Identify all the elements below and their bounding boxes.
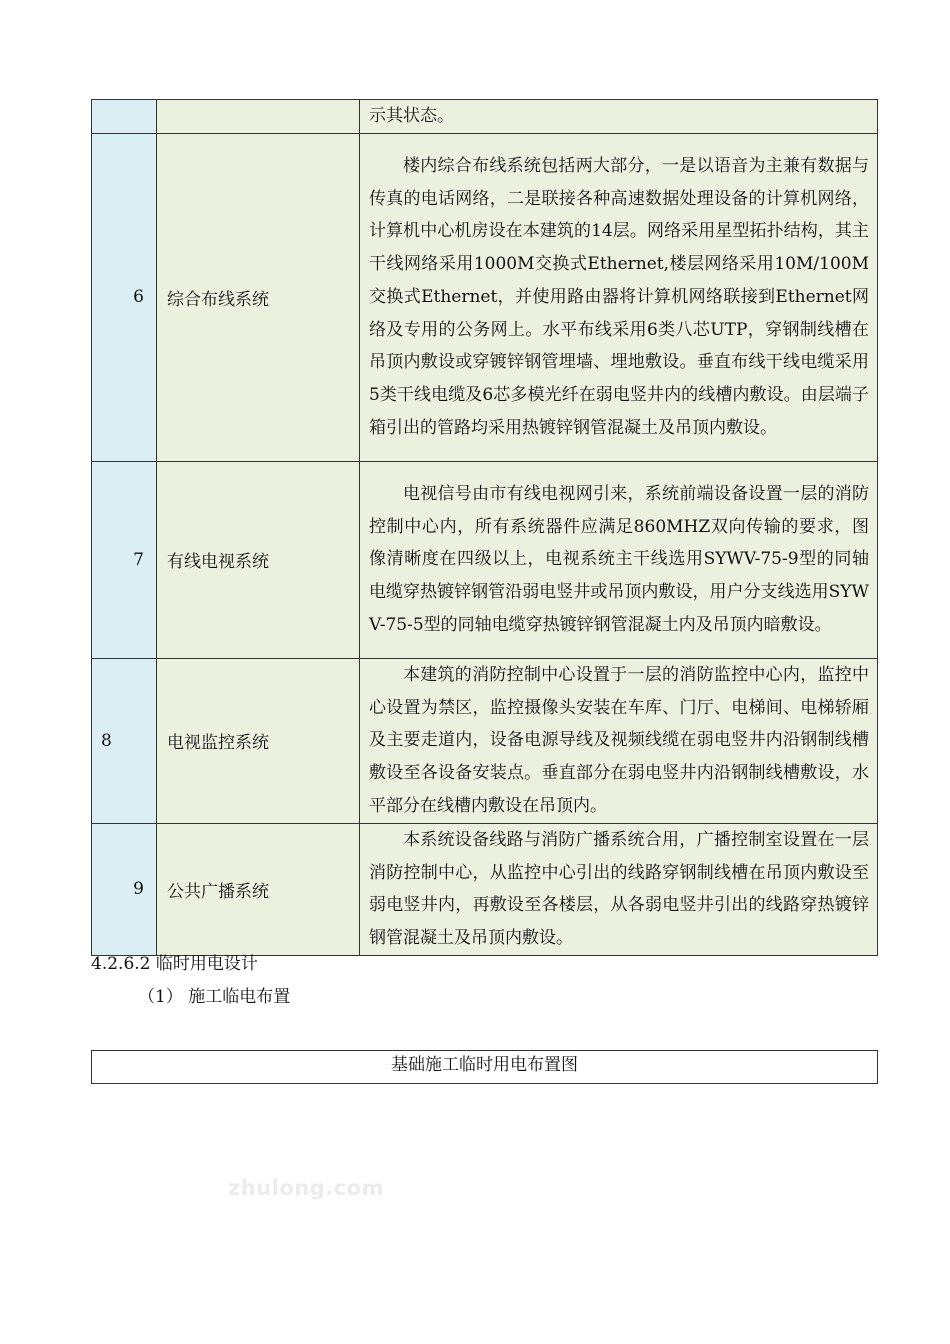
table-row: [92, 658, 878, 823]
system-name: [157, 100, 360, 134]
row-number: [92, 100, 157, 134]
table-row: [92, 100, 878, 134]
system-name: 有线电视系统: [157, 461, 360, 658]
row-number: 6: [92, 133, 157, 461]
description-text: 示其状态。: [369, 106, 454, 126]
system-name: 公共广播系统: [157, 823, 360, 955]
row-number: 8: [92, 658, 157, 823]
table-row: [92, 461, 878, 658]
system-description: [360, 133, 878, 461]
system-description: [360, 100, 878, 134]
system-name: 电视监控系统: [157, 658, 360, 823]
figure-caption: 基础施工临时用电布置图: [91, 1050, 878, 1084]
system-description: [360, 461, 878, 658]
watermark: zhulong.com: [228, 1176, 384, 1200]
description-text: 本系统设备线路与消防广播系统合用，广播控制室设置在一层消防控制中心，从监控中心引出的线路穿钢制线槽在吊顶内敷设至弱电竖井内，再敷设至各楼层，从各弱电竖井引出的线路穿热镀锌钢管混凝土及吊顶内敷设。: [369, 829, 869, 949]
description-text: 电视信号由市有线电视网引来，系统前端设备设置一层的消防控制中心内，所有系统器件应满足860MHZ双向传输的要求，图像清晰度在四级以上，电视系统主干线选用SYWV-75-9型的同轴电缆穿热镀锌钢管沿弱电竖井或吊顶内敷设，用户分支线选用SYWV-75-5型的同轴电缆穿热镀锌钢管混凝土内及吊顶内暗敷设。: [369, 483, 869, 635]
description-text: 楼内综合布线系统包括两大部分，一是以语音为主兼有数据与传真的电话网络，二是联接各种高速数据处理设备的计算机网络，计算机中心机房设在本建筑的14层。网络采用星型拓扑结构，其主干线网络采用1000M交换式Ethernet,楼层网络采用10M/100M交换式Ethernet，并使用路由器将计算机网络联接到Ethernet网络及专用的公务网上。水平布线采用6类八芯UTP，穿钢制线槽在吊顶内敷设或穿镀锌钢管埋墙、埋地敷设。垂直布线干线电缆采用5类干线电缆及6芯多模光纤在弱电竖井内的线槽内敷设。由层端子箱引出的管路均采用热镀锌钢管混凝土及吊顶内敷设。: [369, 155, 869, 439]
system-description: [360, 658, 878, 823]
section-subheading: （1） 施工临电布置: [138, 987, 291, 1007]
system-name: 综合布线系统: [157, 133, 360, 461]
section-heading: 4.2.6.2 临时用电设计: [91, 954, 258, 974]
system-description: [360, 823, 878, 955]
table-row: [92, 133, 878, 461]
row-number: 9: [92, 823, 157, 955]
table-row: [92, 823, 878, 955]
systems-table: [91, 99, 878, 956]
row-number: 7: [92, 461, 157, 658]
description-text: 本建筑的消防控制中心设置于一层的消防监控中心内，监控中心设置为禁区，监控摄像头安装在车库、门厅、电梯间、电梯轿厢及主要走道内，设备电源导线及视频线缆在弱电竖井内沿钢制线槽敷设至各设备安装点。垂直部分在弱电竖井内沿钢制线槽敷设，水平部分在线槽内敷设在吊顶内。: [369, 664, 869, 816]
